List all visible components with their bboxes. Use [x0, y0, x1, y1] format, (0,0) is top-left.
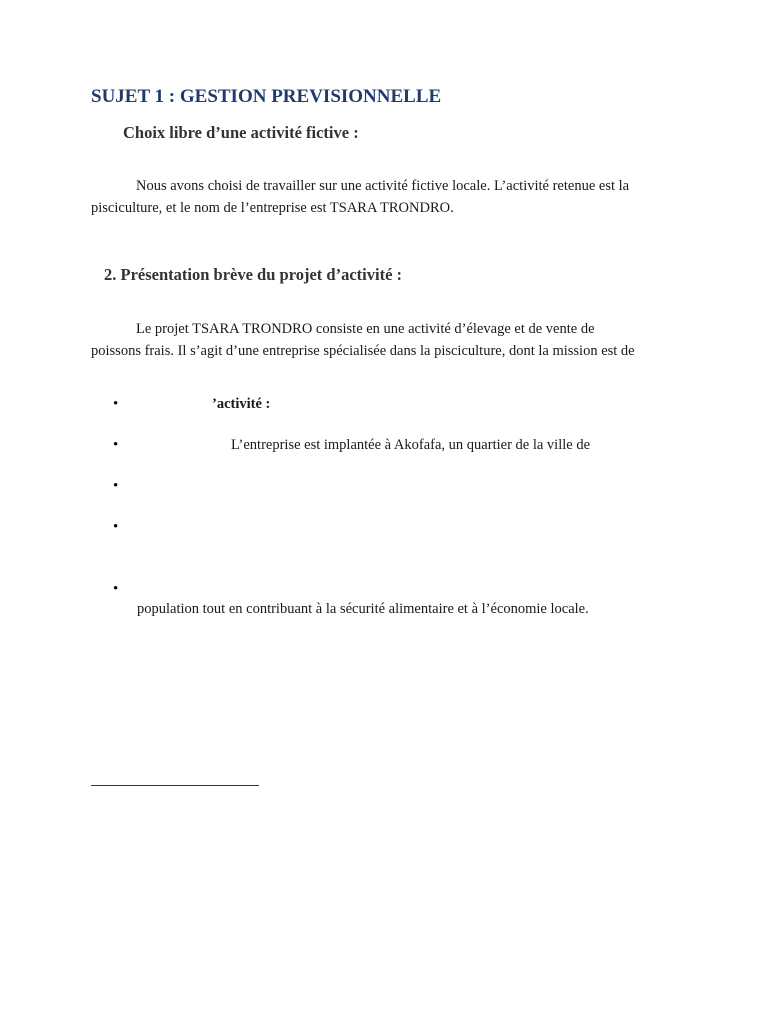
bullet-marker: •: [113, 396, 119, 412]
paragraph-2-line-2: poissons frais. Il s’agit d’une entreprise spécialisée dans la pisciculture, dont la mission est de: [91, 343, 635, 359]
footnote-separator: [91, 785, 259, 786]
section-1-subtitle: Choix libre d’une activité fictive :: [123, 123, 359, 142]
bullet-marker: •: [113, 519, 119, 535]
bullet-item-5-continuation: population tout en contribuant à la sécurité alimentaire et à l’économie locale.: [137, 601, 589, 617]
bullet-item-2-text: L’entreprise est implantée à Akofafa, un quartier de la ville de: [231, 437, 591, 453]
paragraph-2-line-1: Le projet TSARA TRONDRO consiste en une activité d’élevage et de vente de: [136, 321, 595, 337]
document-title: SUJET 1 : GESTION PREVISIONNELLE: [91, 86, 442, 107]
bullet-marker: •: [113, 478, 119, 494]
section-2-heading: 2. Présentation brève du projet d’activité :: [104, 265, 403, 284]
paragraph-1-line-1: Nous avons choisi de travailler sur une activité fictive locale. L’activité retenue est la: [136, 178, 630, 194]
bullet-marker: •: [113, 437, 119, 453]
bullet-marker: •: [113, 581, 119, 597]
paragraph-1-line-2: pisciculture, et le nom de l’entreprise est TSARA TRONDRO.: [91, 200, 454, 216]
bullet-item-1-text: ’activité :: [212, 396, 271, 412]
